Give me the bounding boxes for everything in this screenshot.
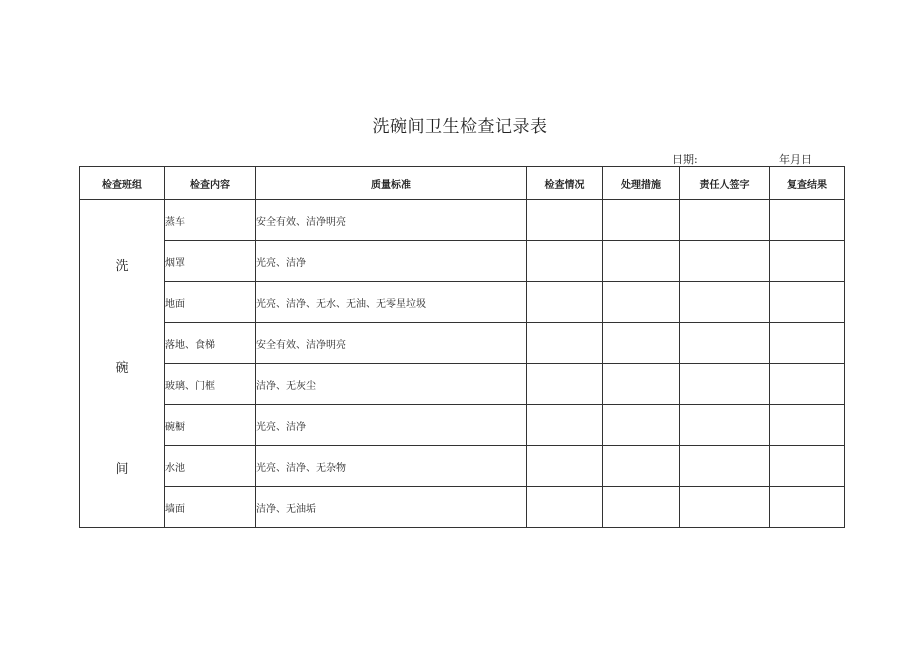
signature-cell[interactable] — [680, 364, 770, 405]
table-row — [80, 446, 845, 487]
header-measures: 处理措施 — [603, 167, 680, 200]
measures-cell[interactable] — [603, 282, 680, 323]
standard-cell: 光亮、洁净、无水、无油、无零星垃圾 — [256, 282, 527, 323]
header-recheck: 复查结果 — [770, 167, 845, 200]
recheck-cell[interactable] — [770, 487, 845, 528]
recheck-cell[interactable] — [770, 405, 845, 446]
header-row — [80, 167, 845, 200]
table-row — [80, 364, 845, 405]
table-row — [80, 282, 845, 323]
recheck-cell[interactable] — [770, 282, 845, 323]
measures-cell[interactable] — [603, 323, 680, 364]
table-row — [80, 487, 845, 528]
inspection-table — [79, 166, 845, 528]
status-cell[interactable] — [527, 405, 603, 446]
table-row — [80, 323, 845, 364]
header-team: 检查班组 — [80, 167, 165, 200]
content-cell: 蒸车 — [165, 200, 256, 241]
standard-cell: 洁净、无油垢 — [256, 487, 527, 528]
status-cell[interactable] — [527, 487, 603, 528]
measures-cell[interactable] — [603, 364, 680, 405]
recheck-cell[interactable] — [770, 323, 845, 364]
signature-cell[interactable] — [680, 323, 770, 364]
signature-cell[interactable] — [680, 241, 770, 282]
standard-cell: 安全有效、洁净明亮 — [256, 323, 527, 364]
standard-cell: 安全有效、洁净明亮 — [256, 200, 527, 241]
content-cell: 碗橱 — [165, 405, 256, 446]
group-char: 间 — [115, 462, 129, 477]
standard-cell: 光亮、洁净 — [256, 241, 527, 282]
header-standard: 质量标准 — [256, 167, 527, 200]
content-cell: 墙面 — [165, 487, 256, 528]
header-status: 检查情况 — [527, 167, 603, 200]
signature-cell[interactable] — [680, 446, 770, 487]
content-cell: 玻璃、门框 — [165, 364, 256, 405]
measures-cell[interactable] — [603, 241, 680, 282]
content-cell: 水池 — [165, 446, 256, 487]
page-title: 洗碗间卫生检查记录表 — [372, 117, 548, 137]
content-cell: 落地、食梯 — [165, 323, 256, 364]
measures-cell[interactable] — [603, 200, 680, 241]
signature-cell[interactable] — [680, 405, 770, 446]
measures-cell[interactable] — [603, 405, 680, 446]
content-cell: 地面 — [165, 282, 256, 323]
recheck-cell[interactable] — [770, 364, 845, 405]
signature-cell[interactable] — [680, 200, 770, 241]
date-label: 日期: — [672, 153, 698, 166]
header-content: 检查内容 — [165, 167, 256, 200]
header-signature: 责任人签字 — [680, 167, 770, 200]
standard-cell: 光亮、洁净 — [256, 405, 527, 446]
status-cell[interactable] — [527, 323, 603, 364]
status-cell[interactable] — [527, 446, 603, 487]
group-char: 洗 — [115, 259, 129, 274]
standard-cell: 光亮、洁净、无杂物 — [256, 446, 527, 487]
date-value: 年月日 — [779, 153, 812, 166]
group-cell — [80, 200, 165, 528]
content-cell: 烟罩 — [165, 241, 256, 282]
table-row — [80, 405, 845, 446]
measures-cell[interactable] — [603, 446, 680, 487]
group-char: 碗 — [115, 361, 129, 376]
status-cell[interactable] — [527, 282, 603, 323]
standard-cell: 洁净、无灰尘 — [256, 364, 527, 405]
status-cell[interactable] — [527, 200, 603, 241]
signature-cell[interactable] — [680, 282, 770, 323]
recheck-cell[interactable] — [770, 446, 845, 487]
measures-cell[interactable] — [603, 487, 680, 528]
status-cell[interactable] — [527, 241, 603, 282]
recheck-cell[interactable] — [770, 200, 845, 241]
table-row — [80, 241, 845, 282]
recheck-cell[interactable] — [770, 241, 845, 282]
status-cell[interactable] — [527, 364, 603, 405]
table-row — [80, 200, 845, 241]
signature-cell[interactable] — [680, 487, 770, 528]
